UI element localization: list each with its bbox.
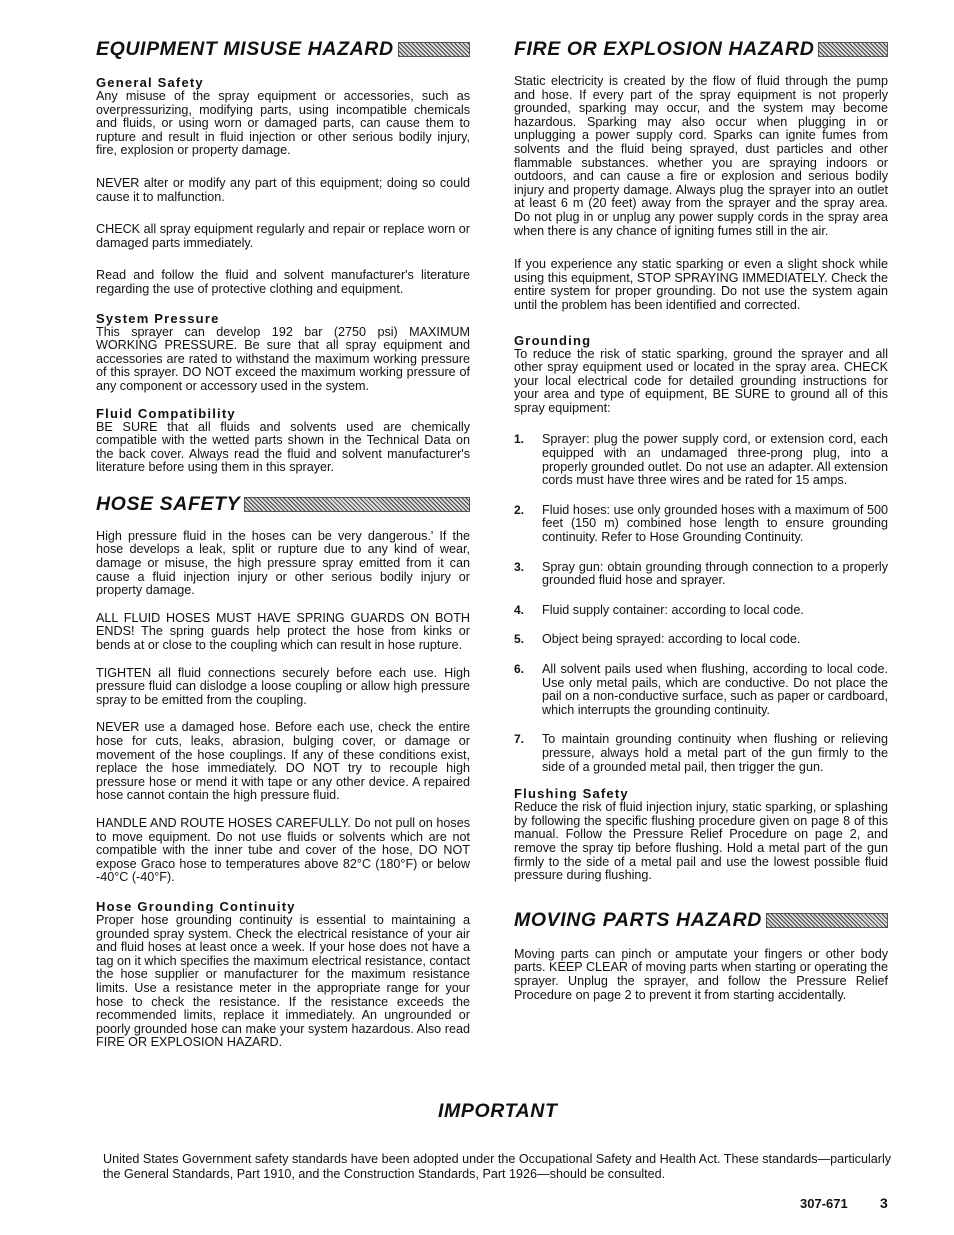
list-item: 2. Fluid hoses: use only grounded hoses with a maximum of 500 feet (150 m) combined hose length to ensure grounding continuity. Refer to Hose Grounding Continuity. (514, 502, 888, 545)
list-item: 5. Object being sprayed: according to local code. (514, 632, 801, 647)
fire-explosion-heading: FIRE OR EXPLOSION HAZARD (514, 38, 888, 61)
misuse-paragraph-1: Any misuse of the spray equipment or accessories, such as overpressurizing, modifying parts, using incompatible chemicals and fluids, or using worn or damaged parts, can cause them to rupture and result in fluid injection or other serious bodily injury, fire, explosion or property damage. (96, 89, 470, 158)
important-text: United States Government safety standards have been adopted under the Occupational Safety and Health Act. These standards—particularly the General Standards, Part 1910, and the Construction Standards, Part 1926—should be consulted. (103, 1152, 892, 1181)
fluid-compatibility-title: Fluid Compatibility (96, 405, 236, 421)
document-id: 307-671 (800, 1196, 848, 1211)
hose-paragraph-5: HANDLE AND ROUTE HOSES CAREFULLY. Do not pull on hoses to move equipment. Do not use fluids or solvents which are not compatible with the inner tube and cover of the hose, DO NOT expose Graco hose to temperatures above 82°C (180°F) or below -40°C (-40°F). (96, 815, 470, 885)
important-heading: IMPORTANT (438, 1100, 558, 1122)
hatch-bar (766, 913, 888, 928)
right-column (514, 38, 888, 1002)
hatch-bar (398, 42, 470, 57)
compatibility-paragraph: BE SURE that all fluids and solvents used are chemically compatible with the wetted parts shown in the Technical Data on the back cover. Always read the fluid and solvent manufacturer's literature before using them in this sprayer. (96, 419, 470, 475)
fire-paragraph-1: Static electricity is created by the flow of fluid through the pump and hose. If every part of the spray equipment is not properly grounded, sparking may occur, and the system may become hazardous. Sparking may also occur when plugging in or unplugging a power supply cord. Sparks can ignite fumes from solvents and the fluid being sprayed, dust particles and other flammable substances. whether you are spraying indoors or outdoors, and can cause a fire or explosion and serious bodily injury and property damage. Always plug the sprayer into an outlet at least 6 m (20 feet) away from the sprayer and the spray area. Do not plug in or unplug any power supply cords in the spray area when there is any chance of igniting fumes still in the air. (514, 74, 888, 238)
moving-paragraph: Moving parts can pinch or amputate your fingers or other body parts. KEEP CLEAR of moving parts when starting or operating the sprayer. Unplug the sprayer, and follow the Pressure Relief Procedure on page 2 to prevent it from starting accidentally. (514, 946, 888, 1002)
list-item: 6. All solvent pails used when flushing, according to local code. Use only metal pails, which are conductive. Do not place the pail on a non-conductive surface, such as paper or cardboard, which interrupts the grounding continuity. (514, 662, 888, 717)
hatch-bar (818, 42, 888, 57)
pressure-paragraph: This sprayer can develop 192 bar (2750 psi) MAXIMUM WORKING PRESSURE. Be sure that all spray equipment and accessories are rated to withstand the maximum working pressure of this sprayer. DO NOT exceed the maximum working pressure of any component or accessory used in the system. (96, 324, 470, 393)
hose-paragraph-4: NEVER use a damaged hose. Before each use, check the entire hose for cuts, leaks, abrasion, bulging cover, or damage or movement of the hose couplings. If any of these conditions exist, replace the hose immediately. DO NOT try to recouple high pressure hose or mend it with tape or any other device. A repaired hose cannot contain the high pressure fluid. (96, 720, 470, 803)
hose-paragraph-1: High pressure fluid in the hoses can be very dangerous.' If the hose develops a leak, split or rupture due to any kind of wear, damage or misuse, the high pressure spray emitted from it can cause a fluid injection injury or other serious bodily injury or property damage. (96, 528, 470, 598)
flushing-paragraph: Reduce the risk of fluid injection injury, static sparking, or splashing by following the specific flushing procedure given on page 8 of this manual. Follow the Pressure Relief Procedure on page 2, and remove the spray tip before flushing. Hold a metal part of the gun firmly to the side of a metal pail and use the lowest possible fluid pressure during flushing. (514, 800, 888, 883)
left-column (96, 38, 470, 1050)
grounding-list (514, 433, 888, 774)
misuse-paragraph-3: CHECK all spray equipment regularly and repair or replace worn or damaged parts immediately. (96, 222, 470, 250)
list-item: 3. Spray gun: obtain grounding through connection to a properly grounded fluid hose and sprayer. (514, 559, 888, 588)
equipment-misuse-heading: EQUIPMENT MISUSE HAZARD (96, 38, 470, 61)
general-safety-title: General Safety (96, 75, 204, 90)
page-number: 3 (880, 1195, 888, 1211)
hose-paragraph-6: Proper hose grounding continuity is essential to maintaining a grounded spray system. Check the electrical resistance of your air and fluid hoses at least once a week. If your hose does not have a tag on it which specifies the maximum electrical resistance, contact the hose supplier or manufacturer for the maximum resistance limits. Use a resistance meter in the appropriate range for your hose to check the resistance. If the resistance exceeds the recommended limits, replace it immediately. An ungrounded or poorly grounded hose can make your system hazardous. Also read FIRE OR EXPLOSION HAZARD. (96, 912, 470, 1050)
hose-grounding-title: Hose Grounding Continuity (96, 898, 296, 914)
hose-safety-heading: HOSE SAFETY (96, 493, 470, 516)
grounding-title: Grounding (514, 332, 592, 348)
misuse-paragraph-4: Read and follow the fluid and solvent manufacturer's literature regarding the use of protective clothing and equipment. (96, 268, 470, 296)
fire-paragraph-2: If you experience any static sparking or even a slight shock while using this equipment, STOP SPRAYING IMMEDIATELY. Check the entire system for proper grounding. Do not use the system again until the problem has been identified and corrected. (514, 257, 888, 312)
list-item: 7. To maintain grounding continuity when flushing or relieving pressure, always hold a metal part of the gun firmly to the side of a grounded metal pail, then trigger the gun. (514, 732, 888, 774)
list-item: 1. Sprayer: plug the power supply cord, or extension cord, each equipped with an undamaged three-prong plug, into a properly grounded outlet. Do not use an adapter. All extension cords must have three wires and be rated for 15 amps. (514, 432, 888, 488)
moving-parts-heading: MOVING PARTS HAZARD (514, 909, 888, 932)
hose-paragraph-3: TIGHTEN all fluid connections securely before each use. High pressure fluid can dislodge a loose coupling or allow high pressure spray to be emitted from the coupling. (96, 665, 470, 707)
hose-paragraph-2: ALL FLUID HOSES MUST HAVE SPRING GUARDS ON BOTH ENDS! The spring guards help protect the hose from kinks or bends at or close to the coupling which can result in hose rupture. (96, 610, 470, 653)
list-item: 4. Fluid supply container: according to local code. (514, 602, 804, 617)
flushing-safety-title: Flushing Safety (514, 786, 629, 802)
hatch-bar (244, 497, 470, 512)
grounding-paragraph: To reduce the risk of static sparking, ground the sprayer and all other spray equipment used or located in the spray area. CHECK your local electrical code for detailed grounding instructions for your area and type of equipment, BE SURE to ground all of this spray equipment: (514, 346, 888, 415)
system-pressure-title: System Pressure (96, 310, 220, 326)
misuse-paragraph-2: NEVER alter or modify any part of this equipment; doing so could cause it to malfunction. (96, 175, 470, 204)
